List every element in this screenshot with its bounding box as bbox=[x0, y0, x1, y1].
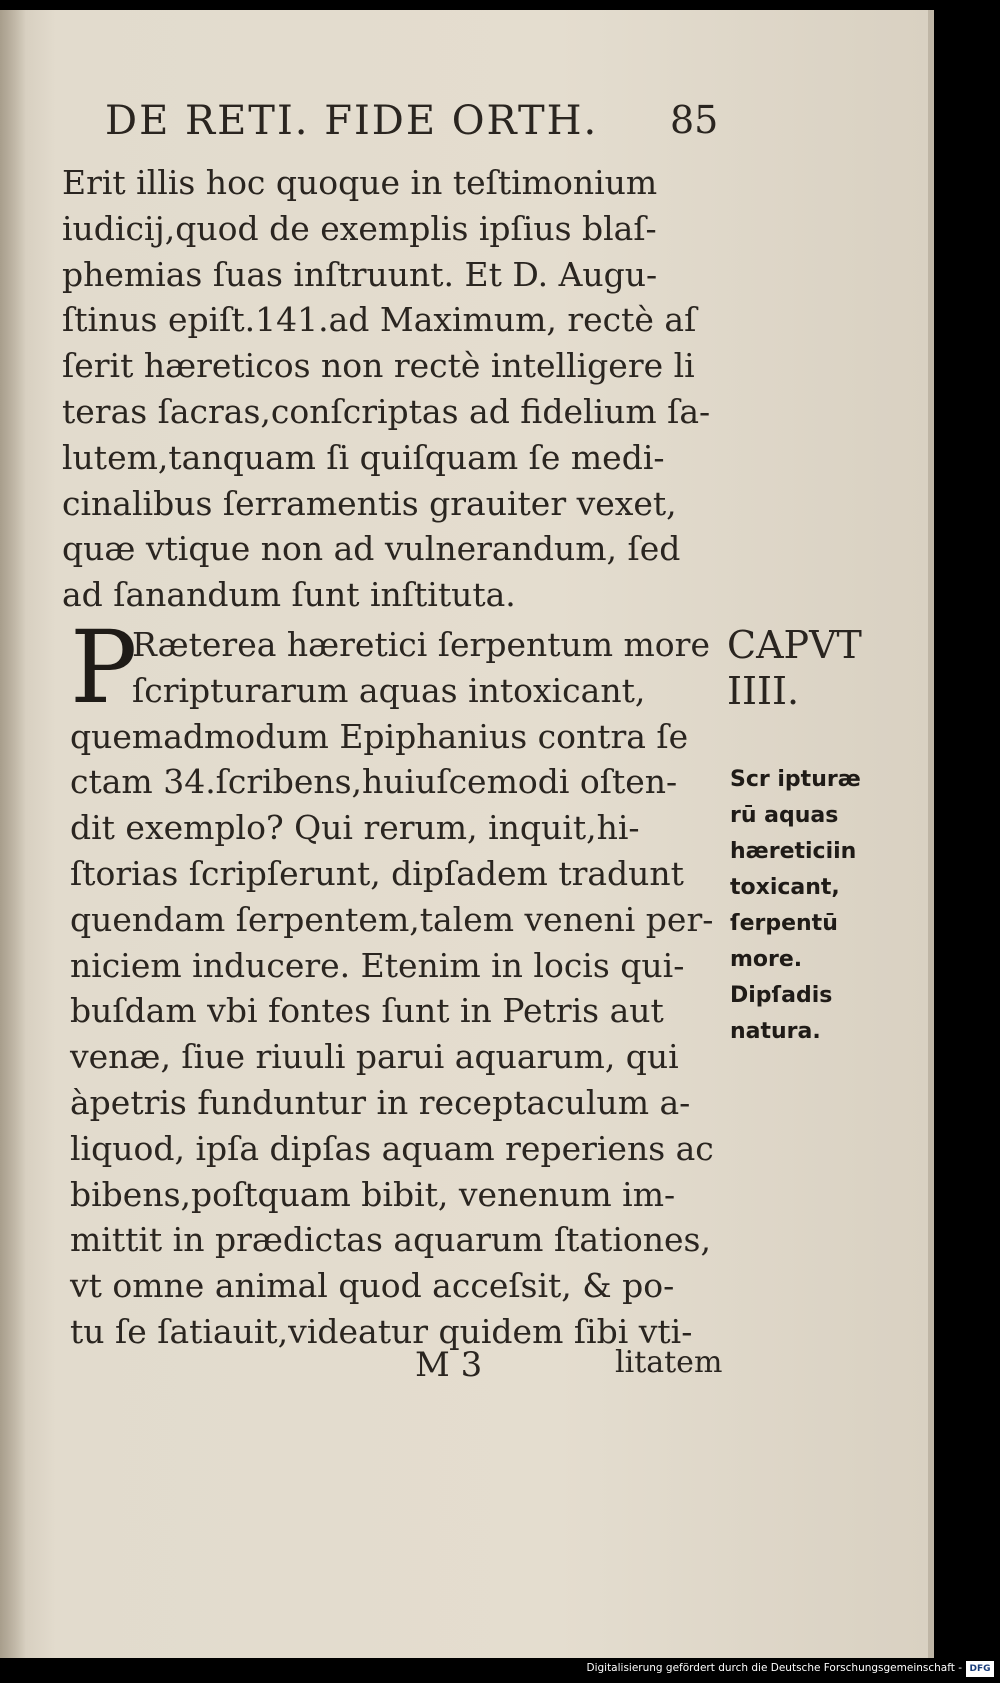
text-line: ad ſanandum ſunt inſtituta. bbox=[62, 575, 516, 615]
text-line: cinalibus ſerramentis grauiter vexet, bbox=[62, 483, 677, 523]
page-number: 85 bbox=[670, 98, 719, 142]
text-line: teras ſacras,conſcriptas ad fidelium ſa- bbox=[62, 391, 711, 431]
text-line: buſdam vbi fontes ſunt in Petris aut bbox=[70, 991, 664, 1031]
chapter-title: CAPVT bbox=[727, 623, 862, 667]
text-line: Erit illis hoc quoque in teſtimonium bbox=[62, 163, 658, 202]
text-line: lutem,tanquam ſi quiſquam ſe medi- bbox=[62, 437, 665, 477]
margin-note-line: Dipſadis bbox=[730, 983, 833, 1008]
funding-credit: Digitalisierung gefördert durch die Deutsche Forschungsgemeinschaft - bbox=[586, 1662, 962, 1674]
margin-note-line: rū aquas bbox=[730, 803, 839, 828]
margin-note-line: more. bbox=[730, 947, 803, 972]
margin-note-line: Scr ipturæ bbox=[730, 767, 861, 792]
text-line: ſerit hæreticos non rectè intelligere li bbox=[62, 346, 695, 386]
dfg-logo-icon: DFG bbox=[966, 1661, 994, 1677]
text-line: quæ vtique non ad vulnerandum, ſed bbox=[62, 529, 681, 569]
text-line: tu ſe ſatiauit,videatur quidem ſibi vti- bbox=[70, 1311, 693, 1351]
text-line: ſcripturarum aquas intoxicant, bbox=[132, 670, 646, 710]
text-line: àpetris funduntur in receptaculum a- bbox=[70, 1082, 691, 1122]
paragraph-2 bbox=[70, 609, 730, 1355]
text-line: iudicij,quod de exemplis ipſius blaſ- bbox=[62, 208, 657, 248]
chapter-heading bbox=[727, 622, 862, 714]
text-line: Ræterea hæretici ſerpentum more bbox=[132, 625, 710, 664]
marginal-note bbox=[730, 762, 880, 1050]
drop-cap: P bbox=[70, 609, 138, 726]
text-line: liquod, ipſa dipſas aquam reperiens ac bbox=[70, 1128, 714, 1168]
chapter-number: IIII. bbox=[727, 669, 800, 713]
signature-mark: M 3 bbox=[415, 1345, 483, 1385]
page-gutter-shadow bbox=[0, 10, 26, 1658]
text-line: ſtorias ſcripſerunt, dipſadem tradunt bbox=[70, 853, 684, 893]
paragraph-1 bbox=[62, 160, 722, 618]
margin-note-line: hæreticiin bbox=[730, 839, 857, 864]
book-page bbox=[0, 10, 934, 1658]
running-head: DE RETI. FIDE ORTH. bbox=[105, 98, 599, 144]
text-line: ctam 34.ſcribens,huiuſcemodi oſten- bbox=[70, 762, 678, 802]
text-line: quendam ſerpentem,talem veneni per- bbox=[70, 899, 714, 939]
text-line: vt omne animal quod acceſsit, & po- bbox=[70, 1266, 675, 1306]
text-line: dit exemplo? Qui rerum, inquit,hi- bbox=[70, 808, 640, 848]
margin-note-line: natura. bbox=[730, 1019, 821, 1044]
text-line: phemias ſuas inſtruunt. Et D. Augu- bbox=[62, 254, 658, 294]
catchword: litatem bbox=[615, 1345, 723, 1380]
text-line: niciem inducere. Etenim in locis qui- bbox=[70, 945, 685, 985]
footer-bar bbox=[0, 1658, 1000, 1683]
text-line: ſtinus epiſt.141.ad Maximum, rectè aſ bbox=[62, 300, 697, 340]
text-line: bibens,poſtquam bibit, venenum im- bbox=[70, 1174, 676, 1214]
text-line: quemadmodum Epiphanius contra ſe bbox=[70, 716, 689, 756]
margin-note-line: ſerpentū bbox=[730, 911, 838, 936]
text-line: mittit in prædictas aquarum ſtationes, bbox=[70, 1220, 711, 1260]
margin-note-line: toxicant, bbox=[730, 875, 840, 900]
text-line: venæ, ſiue riuuli parui aquarum, qui bbox=[70, 1037, 679, 1077]
